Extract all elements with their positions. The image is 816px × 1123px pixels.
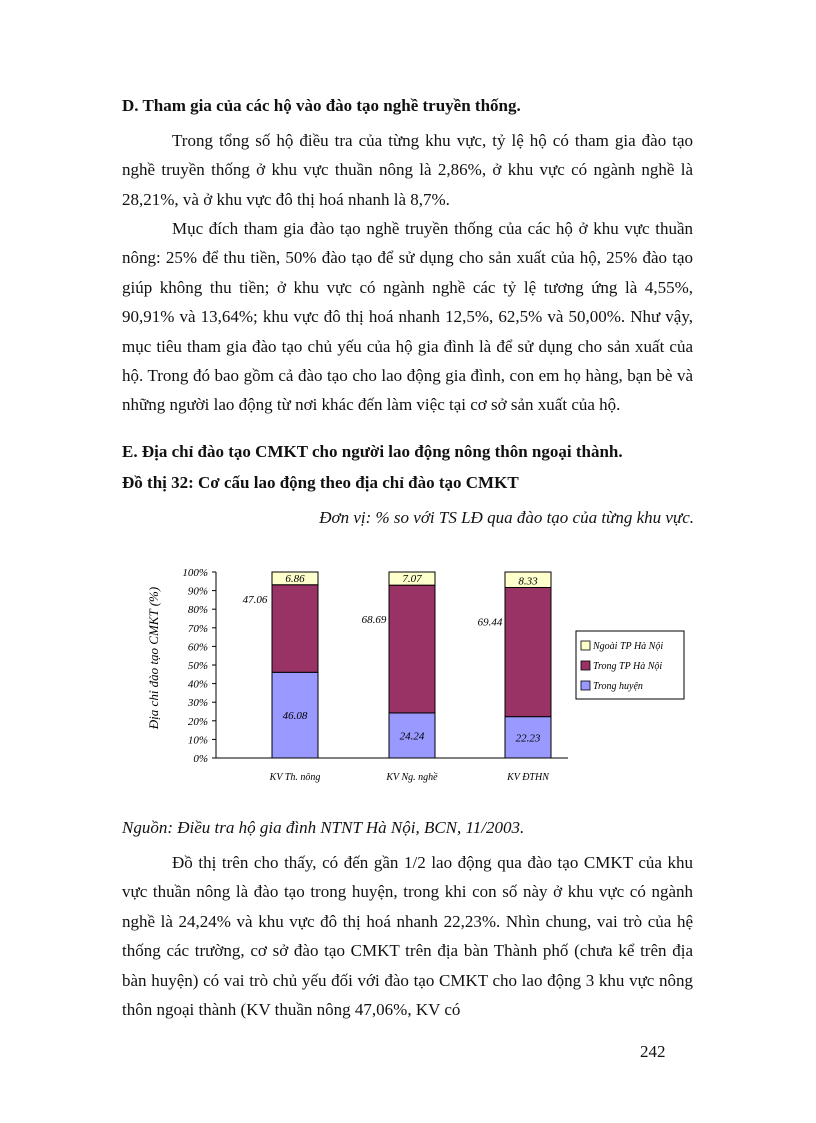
legend-swatch-ngoai-tp-ha-noi (581, 641, 590, 650)
paragraph-training-purpose: Mục đích tham gia đào tạo nghề truyền thống của các hộ ở khu vực thuần nông: 25% để thu tiền, 50% đào tạo để sử dụng cho sản xuất của hộ, 25% đào tạo giúp không thu tiền; ở khu vực có ngành nghề các tỷ lệ tương ứng là 4,55%, 90,91% và 13,64%; khu vực đô thị hoá nhanh 12,5%, 62,5% và 50,00%. Như vậy, mục tiêu tham gia đào tạo chủ yếu của hộ gia đình là để sử dụng cho sản xuất của hộ. Trong đó bao gồm cả đào tạo cho lao động gia đình, con em họ hàng, bạn bè và những người lao động từ nơi khác đến làm việc tại cơ sở sản xuất của hộ. (122, 219, 693, 415)
y-tick-label: 30% (187, 697, 208, 710)
y-tick-label: 20% (187, 715, 208, 728)
y-tick-label: 100% (182, 567, 208, 579)
data-label-trong-tp-ha-noi: 69.44 (477, 616, 503, 629)
page-number: 242 (640, 1042, 666, 1061)
x-tick-label: KV ĐTHN (507, 772, 549, 783)
legend-label-trong-huyen: Trong huyện (593, 681, 643, 692)
data-label-trong-huyen: 22.23 (515, 732, 541, 745)
y-axis-title: Địa chỉ đào tạo CMKT (%) (146, 586, 161, 730)
bar-segment-trong-tp-ha-noi (389, 585, 435, 713)
x-tick-label: KV Th. nông (269, 772, 321, 783)
bar-segment-trong-tp-ha-noi (272, 585, 318, 673)
data-label-trong-tp-ha-noi: 47.06 (242, 593, 268, 606)
data-label-trong-huyen: 24.24 (399, 730, 425, 743)
data-label-ngoai-tp-ha-noi: 6.86 (285, 572, 305, 585)
data-label-trong-huyen: 46.08 (282, 710, 308, 723)
x-tick-label: KV Ng. nghề (386, 772, 438, 783)
stacked-bar-chart (140, 555, 700, 795)
data-label-trong-tp-ha-noi: 68.69 (361, 614, 387, 627)
data-label-ngoai-tp-ha-noi: 8.33 (518, 575, 538, 588)
figure-unit: Đơn vị: % so với TS LĐ qua đào tạo của từng khu vực. (319, 508, 694, 527)
heading-section-e: E. Địa chỉ đào tạo CMKT cho người lao động nông thôn ngoại thành. (122, 442, 623, 461)
y-tick-label: 90% (187, 585, 208, 598)
legend-swatch-trong-tp-ha-noi (581, 661, 590, 670)
y-tick-label: 70% (187, 622, 208, 635)
y-tick-label: 60% (187, 641, 208, 654)
figure-source: Nguồn: Điều tra hộ gia đình NTNT Hà Nội, BCN, 11/2003. (122, 818, 525, 837)
paragraph-chart-commentary: Đồ thị trên cho thấy, có đến gần 1/2 lao động qua đào tạo CMKT của khu vực thuần nông là đào tạo trong huyện, trong khi con số này ở khu vực có ngành nghề là 24,24% và khu vực đô thị hoá nhanh 22,23%. Nhìn chung, vai trò của hệ thống các trường, cơ sở đào tạo CMKT trên địa bàn Thành phố (chưa kể trên địa bàn huyện) có vai trò chủ yếu đối với đào tạo CMKT cho lao động 3 khu vực nông thôn ngoại thành (KV thuần nông 47,06%, KV có (122, 853, 693, 1020)
y-tick-label: 50% (187, 660, 208, 672)
y-tick-label: 0% (193, 753, 208, 765)
data-label-ngoai-tp-ha-noi: 7.07 (402, 573, 422, 586)
heading-section-d: D. Tham gia của các hộ vào đào tạo nghề truyền thống. (122, 96, 521, 115)
legend-label-ngoai-tp-ha-noi: Ngoài TP Hà Nội (593, 641, 664, 652)
figure-title: Đồ thị 32: Cơ cấu lao động theo địa chỉ đào tạo CMKT (122, 473, 519, 492)
y-tick-label: 80% (187, 604, 208, 617)
y-tick-label: 10% (187, 734, 208, 747)
paragraph-participation-rate: Trong tổng số hộ điều tra của từng khu vực, tỷ lệ hộ có tham gia đào tạo nghề truyền thống ở khu vực thuần nông là 2,86%, ở khu vực có ngành nghề là 28,21%, và ở khu vực đô thị hoá nhanh là 8,7%. (122, 131, 693, 209)
bar-segment-trong-tp-ha-noi (505, 587, 551, 716)
y-tick-label: 40% (187, 678, 208, 691)
legend-swatch-trong-huyen (581, 681, 590, 690)
legend-label-trong-tp-ha-noi: Trong TP Hà Nội (593, 661, 663, 672)
